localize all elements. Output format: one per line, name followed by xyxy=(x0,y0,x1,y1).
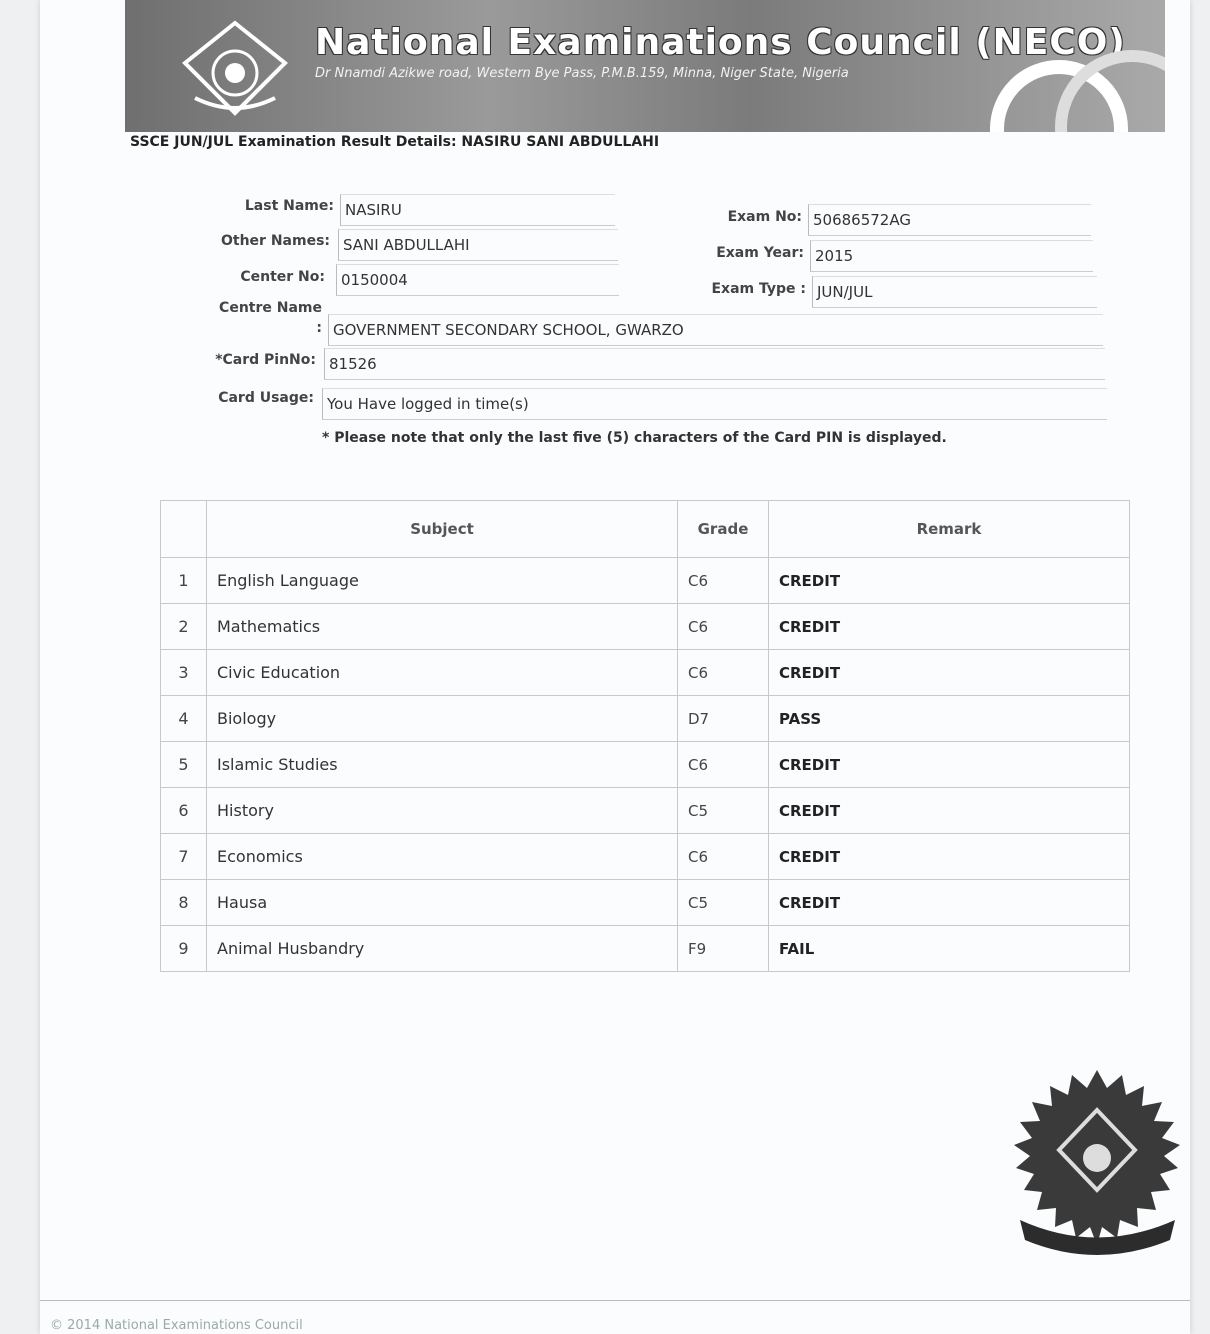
footer-copyright: © 2014 National Examinations Council xyxy=(50,1318,303,1333)
org-address: Dr Nnamdi Azikwe road, Western Bye Pass, P.M.B.159, Minna, Niger State, Nigeria xyxy=(315,66,849,81)
row-number: 6 xyxy=(161,788,207,834)
exam-year-label: Exam Year: xyxy=(716,245,804,261)
card-usage-label: Card Usage: xyxy=(218,390,314,406)
centre-name-colon: : xyxy=(316,320,322,336)
neco-logo-icon xyxy=(175,18,295,123)
header-banner xyxy=(125,0,1165,132)
results-table xyxy=(160,500,1130,972)
subject-cell: Islamic Studies xyxy=(207,742,678,788)
pin-note: * Please note that only the last five (5) characters of the Card PIN is displayed. xyxy=(322,430,947,446)
remark-cell: FAIL xyxy=(769,926,1130,972)
remark-header: Remark xyxy=(769,501,1130,558)
footer-divider xyxy=(40,1300,1190,1301)
grade-cell: C6 xyxy=(678,834,769,880)
remark-cell: CREDIT xyxy=(769,604,1130,650)
center-no-field: 0150004 xyxy=(336,264,619,296)
table-row xyxy=(161,696,1130,742)
row-number: 5 xyxy=(161,742,207,788)
row-number: 7 xyxy=(161,834,207,880)
subject-cell: History xyxy=(207,788,678,834)
row-number: 1 xyxy=(161,558,207,604)
exam-no-field: 50686572AG xyxy=(808,204,1091,236)
grade-cell: C6 xyxy=(678,742,769,788)
grade-cell: D7 xyxy=(678,696,769,742)
centre-name-label: Centre Name xyxy=(219,300,322,316)
table-row xyxy=(161,742,1130,788)
num-header xyxy=(161,501,207,558)
card-usage-field: You Have logged in time(s) xyxy=(322,388,1107,420)
subject-cell: Hausa xyxy=(207,880,678,926)
remark-cell: CREDIT xyxy=(769,788,1130,834)
remark-cell: CREDIT xyxy=(769,650,1130,696)
remark-cell: CREDIT xyxy=(769,742,1130,788)
exam-year-field: 2015 xyxy=(810,240,1093,272)
table-header-row xyxy=(161,501,1130,558)
card-pin-label: *Card PinNo: xyxy=(215,352,316,368)
org-name: National Examinations Council (NECO) xyxy=(315,22,1126,63)
grade-cell: C6 xyxy=(678,650,769,696)
grade-cell: C5 xyxy=(678,880,769,926)
subject-cell: English Language xyxy=(207,558,678,604)
table-row xyxy=(161,650,1130,696)
grade-cell: C6 xyxy=(678,604,769,650)
row-number: 4 xyxy=(161,696,207,742)
other-names-label: Other Names: xyxy=(220,233,330,249)
table-row xyxy=(161,788,1130,834)
exam-type-field: JUN/JUL xyxy=(812,276,1097,308)
grade-cell: C5 xyxy=(678,788,769,834)
remark-cell: CREDIT xyxy=(769,558,1130,604)
grade-cell: F9 xyxy=(678,926,769,972)
row-number: 8 xyxy=(161,880,207,926)
grade-cell: C6 xyxy=(678,558,769,604)
other-names-field: SANI ABDULLAHI xyxy=(338,229,618,261)
centre-name-field: GOVERNMENT SECONDARY SCHOOL, GWARZO xyxy=(328,314,1103,346)
row-number: 2 xyxy=(161,604,207,650)
row-number: 3 xyxy=(161,650,207,696)
subject-cell: Economics xyxy=(207,834,678,880)
remark-cell: CREDIT xyxy=(769,880,1130,926)
page-title: SSCE JUN/JUL Examination Result Details: NASIRU SANI ABDULLAHI xyxy=(130,134,660,150)
exam-no-label: Exam No: xyxy=(727,209,802,225)
subject-cell: Civic Education xyxy=(207,650,678,696)
remark-cell: PASS xyxy=(769,696,1130,742)
row-number: 9 xyxy=(161,926,207,972)
last-name-field: NASIRU xyxy=(340,194,615,226)
neco-seal-icon xyxy=(1010,1070,1185,1260)
table-row xyxy=(161,880,1130,926)
exam-type-label: Exam Type : xyxy=(711,281,806,297)
card-pin-field: 81526 xyxy=(324,348,1105,380)
subject-cell: Animal Husbandry xyxy=(207,926,678,972)
table-row xyxy=(161,558,1130,604)
grade-header: Grade xyxy=(678,501,769,558)
table-row xyxy=(161,604,1130,650)
table-row xyxy=(161,834,1130,880)
subject-cell: Mathematics xyxy=(207,604,678,650)
center-no-label: Center No: xyxy=(240,269,325,285)
subject-header: Subject xyxy=(207,501,678,558)
table-row xyxy=(161,926,1130,972)
subject-cell: Biology xyxy=(207,696,678,742)
remark-cell: CREDIT xyxy=(769,834,1130,880)
last-name-label: Last Name: xyxy=(244,198,334,214)
